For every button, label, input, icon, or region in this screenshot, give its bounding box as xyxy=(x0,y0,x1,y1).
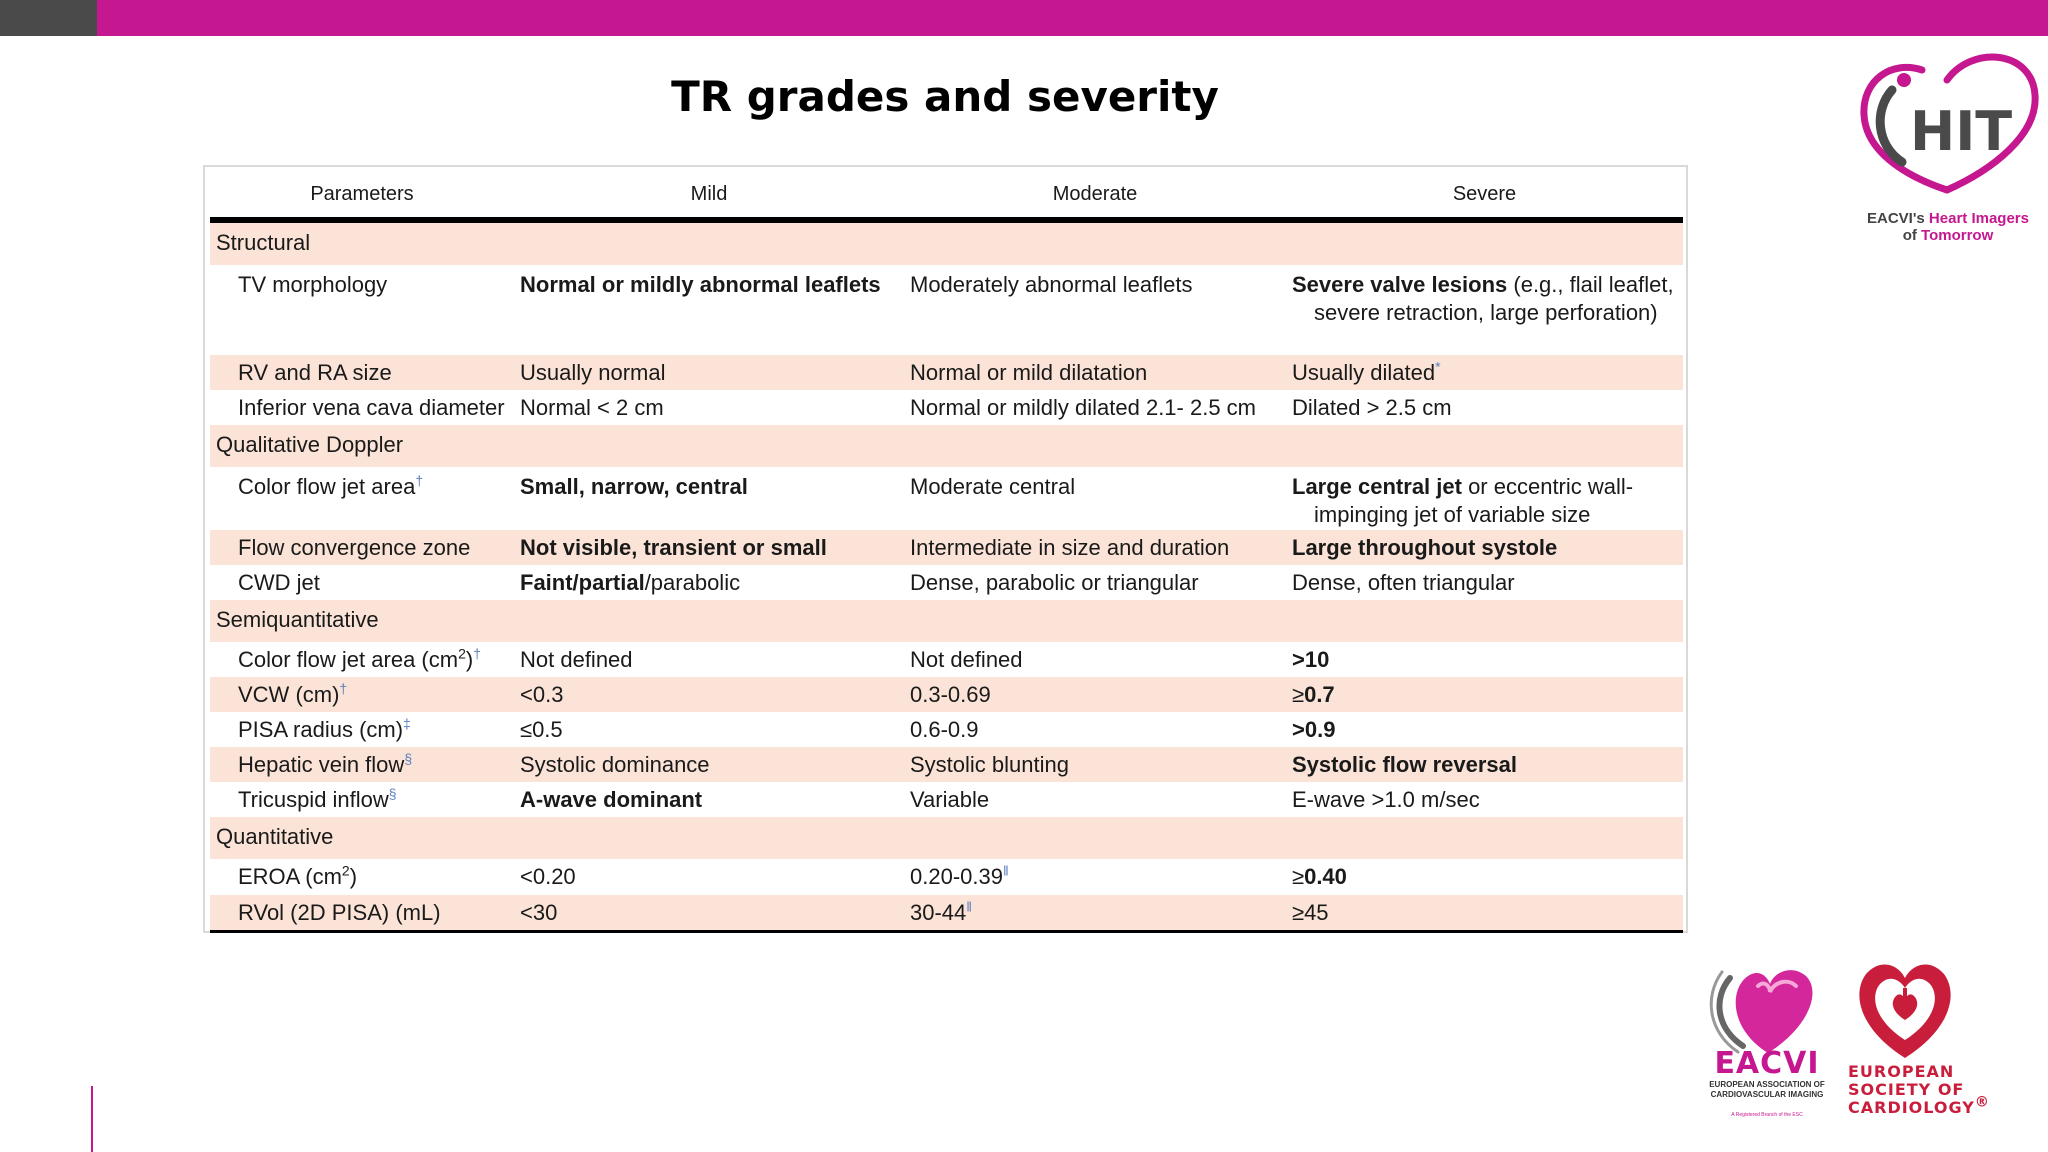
section-row-quantitative xyxy=(210,817,1683,859)
footnote-mark: ‖ xyxy=(1002,862,1009,879)
table-row xyxy=(210,467,1683,530)
registered-mark: ® xyxy=(1974,1094,1990,1111)
section-row-qualitative-doppler xyxy=(210,425,1683,467)
severe-value-bold: Severe valve lesions xyxy=(1292,272,1508,297)
table-row xyxy=(210,265,1683,355)
param-cell xyxy=(210,712,514,747)
eacvi-subtitle: EUROPEAN ASSOCIATION OF CARDIOVASCULAR IMAGING xyxy=(1709,1080,1825,1099)
severe-cell xyxy=(1286,355,1683,390)
severe-cell xyxy=(1286,467,1683,530)
table-row xyxy=(210,895,1683,931)
moderate-cell: Intermediate in size and duration xyxy=(904,530,1286,565)
severe-cell xyxy=(1286,712,1683,747)
table-row xyxy=(210,355,1683,390)
esc-wordmark-line: SOCIETY OF xyxy=(1848,1080,1965,1099)
mild-cell: <0.3 xyxy=(514,677,904,712)
moderate-cell: Variable xyxy=(910,787,990,812)
severe-value: 0.40 xyxy=(1304,864,1347,889)
left-accent-line xyxy=(91,1086,93,1152)
param-cell: RV and RA size xyxy=(210,355,514,390)
table-frame xyxy=(203,165,1688,933)
severe-cell: Dilated > 2.5 cm xyxy=(1292,395,1452,420)
severe-cell: Dense, often triangular xyxy=(1292,570,1515,595)
severe-cell xyxy=(1286,747,1683,782)
param-cell xyxy=(210,859,514,895)
top-accent-bar-dark-segment xyxy=(0,0,97,36)
section-label: Qualitative Doppler xyxy=(210,425,1683,467)
section-row-semiquantitative xyxy=(210,600,1683,642)
moderate-cell: Normal or mild dilatation xyxy=(904,355,1286,390)
severe-symbol: ≥ xyxy=(1292,682,1305,707)
moderate-value: 30-44 xyxy=(910,900,967,925)
hit-logo-text: HIT xyxy=(1910,100,2013,163)
table-row xyxy=(210,712,1683,747)
mild-value-bold: Faint/partial xyxy=(520,570,645,595)
eacvi-heart-logo xyxy=(1708,958,1826,1058)
mild-cell: Normal < 2 cm xyxy=(520,395,664,420)
severe-value: Large throughout systole xyxy=(1292,535,1558,560)
param-cell xyxy=(210,642,514,677)
severe-cell xyxy=(1286,530,1683,565)
table-row xyxy=(210,530,1683,565)
header-mild: Mild xyxy=(514,171,904,220)
esc-wordmark-line: EUROPEAN xyxy=(1848,1062,1955,1081)
slide-title: TR grades and severity xyxy=(671,72,1219,121)
footnote-mark: † xyxy=(339,680,348,697)
mild-value: Normal or mildly abnormal leaflets xyxy=(520,272,881,297)
hit-tagline-part: EACVI's xyxy=(1867,210,1929,227)
header-severe: Severe xyxy=(1286,171,1683,220)
moderate-cell: Not defined xyxy=(910,647,1023,672)
param-close: ) xyxy=(465,647,474,672)
mild-cell: <30 xyxy=(514,895,904,931)
severe-value-rest: (e.g., flail leaflet, severe retraction, large perforation) xyxy=(1314,272,1674,325)
hit-heart-logo xyxy=(1852,50,2042,200)
hit-tagline xyxy=(1848,210,2048,244)
moderate-cell: Systolic blunting xyxy=(904,747,1286,782)
moderate-cell: 0.6-0.9 xyxy=(910,717,979,742)
param-cell: Inferior vena cava diameter xyxy=(238,395,505,420)
esc-wordmark xyxy=(1848,1063,1998,1117)
mild-cell: Usually normal xyxy=(514,355,904,390)
footnote-mark: † xyxy=(415,472,424,489)
table-row xyxy=(210,782,1683,817)
severe-cell xyxy=(1286,265,1683,355)
moderate-value: 0.20-0.39 xyxy=(910,864,1003,889)
table-row xyxy=(210,390,1683,425)
tr-severity-table xyxy=(210,171,1683,933)
moderate-cell: Moderate central xyxy=(910,474,1076,499)
section-label: Quantitative xyxy=(210,817,1683,859)
param-close: ) xyxy=(349,864,358,889)
severe-value: Systolic flow reversal xyxy=(1292,752,1517,777)
eacvi-branch-note: A Registered Branch of the ESC xyxy=(1731,1112,1803,1118)
param-cell xyxy=(210,467,514,530)
param-label: Hepatic vein flow xyxy=(238,752,405,777)
severe-cell: ≥45 xyxy=(1286,895,1683,931)
table-row xyxy=(210,677,1683,712)
mild-value-rest: /parabolic xyxy=(644,570,741,595)
param-cell: Flow convergence zone xyxy=(210,530,514,565)
param-cell xyxy=(210,747,514,782)
esc-heart-logo xyxy=(1848,958,1962,1062)
table-row xyxy=(210,642,1683,677)
param-cell: RVol (2D PISA) (mL) xyxy=(210,895,514,931)
severe-value-bold: Large central jet xyxy=(1292,474,1462,499)
severe-value: >0.9 xyxy=(1292,717,1336,742)
table-row xyxy=(210,859,1683,895)
mild-value: Not visible, transient or small xyxy=(520,535,827,560)
section-label: Semiquantitative xyxy=(210,600,1683,642)
footnote-mark: ‡ xyxy=(403,715,411,732)
footnote-mark: * xyxy=(1435,358,1441,375)
mild-cell xyxy=(514,467,904,530)
table-header-row xyxy=(210,171,1683,220)
hit-tagline-highlight: Heart Imagers xyxy=(1928,210,2029,227)
footnote-mark: † xyxy=(473,645,481,662)
moderate-cell xyxy=(904,859,1286,895)
table-row xyxy=(210,747,1683,782)
severe-symbol: ≥ xyxy=(1292,864,1305,889)
severe-value: Usually dilated xyxy=(1292,360,1436,385)
footnote-mark: ‖ xyxy=(966,898,973,915)
param-cell: CWD jet xyxy=(238,570,320,595)
mild-cell xyxy=(514,265,904,355)
footnote-mark: § xyxy=(388,785,397,802)
param-label: EROA (cm xyxy=(238,864,342,889)
mild-cell xyxy=(514,565,904,600)
param-label: Color flow jet area (cm xyxy=(238,647,459,672)
header-parameters: Parameters xyxy=(210,171,514,220)
header-moderate: Moderate xyxy=(904,171,1286,220)
moderate-cell: 0.3-0.69 xyxy=(904,677,1286,712)
severe-cell xyxy=(1286,677,1683,712)
mild-cell: ≤0.5 xyxy=(520,717,563,742)
eacvi-wordmark: EACVI xyxy=(1714,1046,1820,1081)
mild-cell: <0.20 xyxy=(520,864,576,889)
severe-value: >10 xyxy=(1292,647,1330,672)
severe-cell: E-wave >1.0 m/sec xyxy=(1292,787,1480,812)
param-exponent: 2 xyxy=(458,645,466,662)
severe-cell xyxy=(1286,642,1683,677)
section-label: Structural xyxy=(210,220,1683,265)
severe-value: 0.7 xyxy=(1304,682,1335,707)
mild-value: A-wave dominant xyxy=(520,787,703,812)
moderate-cell: Moderately abnormal leaflets xyxy=(910,272,1193,297)
moderate-cell: Normal or mildly dilated 2.1- 2.5 cm xyxy=(910,395,1257,420)
param-label: VCW (cm) xyxy=(238,682,340,707)
mild-cell xyxy=(514,782,904,817)
hit-tagline-part: of xyxy=(1902,227,1922,244)
param-label: Tricuspid inflow xyxy=(238,787,389,812)
moderate-cell: Dense, parabolic or triangular xyxy=(910,570,1199,595)
param-label: PISA radius (cm) xyxy=(238,717,404,742)
param-cell xyxy=(210,677,514,712)
footnote-mark: § xyxy=(404,750,413,767)
param-cell: TV morphology xyxy=(238,272,388,297)
severe-cell xyxy=(1286,859,1683,895)
moderate-cell xyxy=(904,895,1286,931)
section-row-structural xyxy=(210,220,1683,265)
mild-cell xyxy=(514,530,904,565)
param-cell xyxy=(210,782,514,817)
param-label: Color flow jet area xyxy=(238,474,416,499)
param-exponent: 2 xyxy=(341,862,350,879)
hit-tagline-highlight: Tomorrow xyxy=(1921,227,1994,244)
top-accent-bar xyxy=(0,0,2048,36)
table-row xyxy=(210,565,1683,600)
mild-value: Small, narrow, central xyxy=(520,474,748,499)
esc-wordmark-line: CARDIOLOGY xyxy=(1848,1098,1975,1117)
mild-cell: Systolic dominance xyxy=(514,747,904,782)
severe-value-rest: or eccentric wall-impinging jet of variable size xyxy=(1314,474,1634,527)
mild-cell: Not defined xyxy=(520,647,633,672)
